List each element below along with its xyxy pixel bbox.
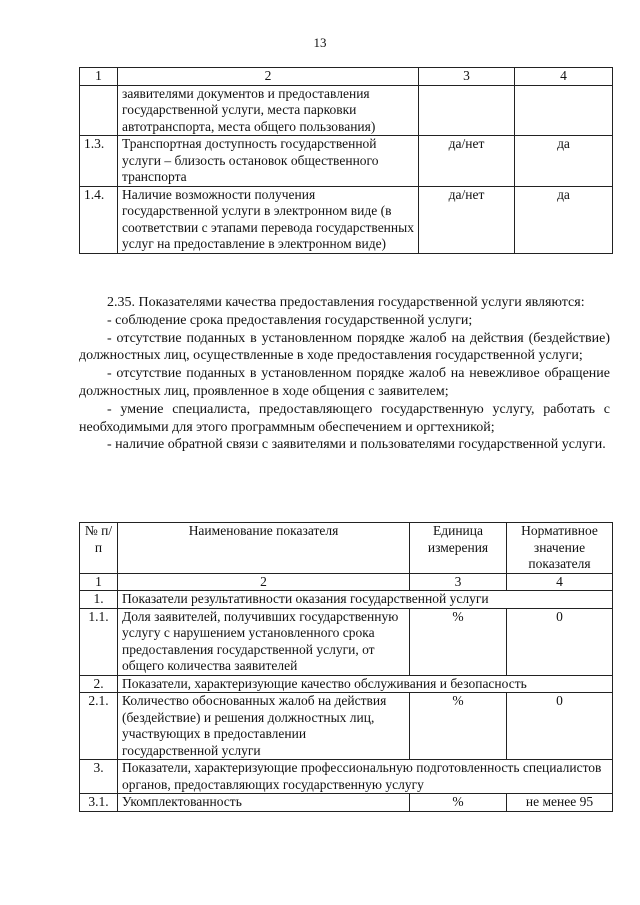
row-text: Доля заявителей, получивших государственную услугу с нарушением установленного срока предоставления государственной услуги, от общего количества заявителей (118, 608, 410, 675)
row-text: заявителями документов и предоставления государственной услуги, места парковки автотранспорта, места общего пользования) (118, 85, 419, 136)
row-value: да (515, 186, 613, 253)
table-row (80, 794, 613, 812)
header-cell: 2 (118, 68, 419, 86)
section-row (80, 591, 613, 609)
indicators-table (79, 522, 613, 812)
row-unit: да/нет (419, 186, 515, 253)
row-number: 2.1. (80, 693, 118, 760)
index-cell: 2 (118, 573, 410, 591)
section-row (80, 675, 613, 693)
row-unit: да/нет (419, 136, 515, 187)
index-cell: 1 (80, 573, 118, 591)
row-unit: % (410, 794, 507, 812)
row-number: 1.1. (80, 608, 118, 675)
row-text: Наличие возможности получения государственной услуги в электронном виде (в соответствии с этапами перевода государственных услуг на предоставление в электронном виде) (118, 186, 419, 253)
table-header-row (80, 68, 613, 86)
row-unit: % (410, 608, 507, 675)
header-name: Наименование показателя (118, 523, 410, 574)
table-row (80, 608, 613, 675)
page-number: 13 (313, 35, 327, 50)
row-text: Укомплектованность (118, 794, 410, 812)
section-title: Показатели, характеризующие качество обслуживания и безопасность (118, 675, 613, 693)
index-cell: 3 (410, 573, 507, 591)
header-num: № п/п (80, 523, 118, 574)
quality-indicators-text (79, 294, 610, 454)
table-index-row (80, 573, 613, 591)
paragraph-item: - наличие обратной связи с заявителями и пользователями государственной услуги. (107, 437, 606, 453)
index-cell: 4 (507, 573, 613, 591)
header-norm: Нормативное значение показателя (507, 523, 613, 574)
section-title: Показатели результативности оказания государственной услуги (118, 591, 613, 609)
row-number: 3.1. (80, 794, 118, 812)
row-number: 1.4. (80, 186, 118, 253)
row-number: 1.3. (80, 136, 118, 187)
section-row (80, 760, 613, 794)
row-unit (419, 85, 515, 136)
header-cell: 3 (419, 68, 515, 86)
header-cell: 1 (80, 68, 118, 86)
paragraph-item: - соблюдение срока предоставления государственной услуги; (107, 312, 473, 328)
table-continuation (79, 67, 613, 254)
paragraph-item: - умение специалиста, предоставляющего государственную услугу, работать с необходимыми для этого программным обеспечением и оргтехникой; (79, 401, 610, 435)
paragraph-item: - отсутствие поданных в установленном порядке жалоб на невежливое обращение должностных лиц, проявленное в ходе общения с заявителем; (79, 366, 610, 399)
header-cell: 4 (515, 68, 613, 86)
row-value (515, 85, 613, 136)
row-text: Транспортная доступность государственной услуги – близость остановок общественного транспорта (118, 136, 419, 187)
row-value: 0 (507, 693, 613, 760)
table-row (80, 186, 613, 253)
row-value: не менее 95 (507, 794, 613, 812)
header-unit: Единица измерения (410, 523, 507, 574)
section-number: 3. (80, 760, 118, 794)
paragraph-heading: 2.35. Показателями качества предоставления государственной услуги являются: (107, 295, 585, 310)
row-number (80, 85, 118, 136)
section-title: Показатели, характеризующие профессиональную подготовленность специалистов органов, предоставляющих государственную услугу (118, 760, 613, 794)
table-row (80, 136, 613, 187)
paragraph-item: - отсутствие поданных в установленном порядке жалоб на действия (бездействие) должностных лиц, осуществленные в ходе предоставления государственной услуги; (79, 330, 610, 364)
row-text: Количество обоснованных жалоб на действия (бездействие) и решения должностных лиц, участвующих в предоставлении государственной услуги (118, 693, 410, 760)
table-row (80, 85, 613, 136)
section-number: 2. (80, 675, 118, 693)
row-unit: % (410, 693, 507, 760)
table-header-row (80, 523, 613, 574)
section-number: 1. (80, 591, 118, 609)
row-value: 0 (507, 608, 613, 675)
row-value: да (515, 136, 613, 187)
table-row (80, 693, 613, 760)
